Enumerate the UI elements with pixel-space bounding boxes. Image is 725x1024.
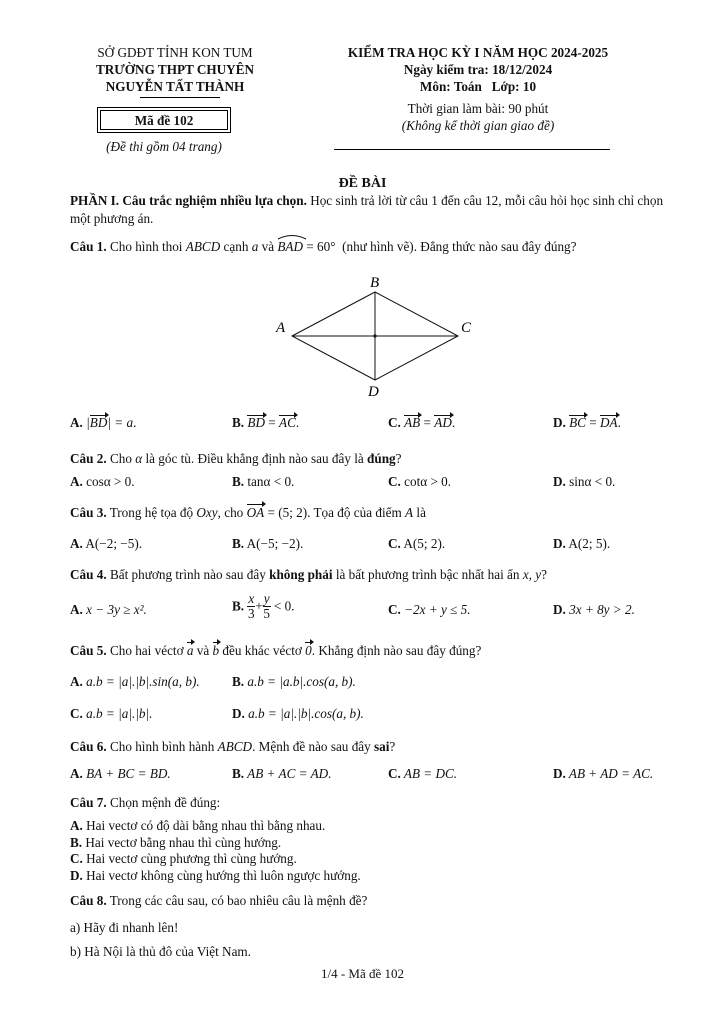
option-text: 3x + 8y > 2. [565,602,635,617]
q4-option-a[interactable] [70,602,147,618]
option-text: Hai vectơ cùng phương thì cùng hướng. [82,851,297,866]
q4-text: Bất phương trình nào sau đây [106,567,270,582]
q4-label: Câu 4. [70,567,107,582]
question-8 [70,892,680,910]
option-text: AB = DC. [400,766,458,781]
page-title: ĐỀ BÀI [338,176,387,191]
option-text: AB + AC = AD. [244,766,332,781]
option-label: C. [70,706,83,721]
q3-vector-oa: OA [246,505,265,520]
q1-angle-name: BAD [277,239,303,254]
rhombus-figure [270,272,480,402]
dept-name: SỞ GDĐT TỈNH KON TUM [97,45,253,60]
option-label: D. [70,867,83,883]
q6-option-c[interactable] [388,766,457,782]
q6-label: Câu 6. [70,739,107,754]
q8-text: Trong các câu sau, có bao nhiêu câu là mệnh đề? [106,893,368,908]
option-label: C. [388,536,401,551]
q5-label: Câu 5. [70,643,107,658]
q3-option-c[interactable] [388,536,445,552]
q1-label: Câu 1. [70,239,107,254]
q1-abcd: ABCD [185,239,221,254]
q5-text4: . Khẳng định nào sau đây đúng? [311,643,482,658]
q7-text: Chọn mệnh đề đúng: [106,795,221,810]
q3-options [70,536,680,554]
q5-option-d[interactable] [232,706,364,722]
q4-text2: là bất phương trình bậc nhất hai ẩn [332,567,523,582]
option-label: A. [70,415,83,430]
q4-option-d[interactable] [553,602,635,618]
duration: Thời gian làm bài: 90 phút [407,101,549,116]
option-label: C. [388,474,401,489]
q7-options [70,818,680,884]
part1-text: Học sinh trả lời từ câu 1 đến câu 12, mỗi câu hỏi học sinh chỉ chọn một phương án. [70,193,664,226]
option-label: D. [232,706,245,721]
q2-option-a[interactable] [70,474,135,490]
duration-note: (Không kể thời gian giao đề) [401,118,555,133]
q2-option-d[interactable] [553,474,615,490]
q4-qmark: ? [541,567,547,582]
fraction-den: 5 [263,606,270,621]
q2-qmark: ? [395,451,402,466]
q1-text-b: cạnh [220,239,252,254]
question-4 [70,566,680,584]
q4-option-b[interactable]: B. $\frac{x}{3}$ + $\frac{y}{5}$ < 0. [232,591,295,621]
exam-code: Mã đề 102 [100,110,228,130]
school-name-2: NGUYỄN TẤT THÀNH [105,79,245,94]
option-label: D. [553,536,566,551]
part1-intro [70,192,680,228]
option-label: A. [70,818,83,833]
option-label: A. [70,474,83,489]
question-3 [70,504,680,522]
q5-text2: và [193,643,213,658]
option-label: C. [70,851,83,866]
q8-label: Câu 8. [70,893,107,908]
option-label: C. [388,415,401,430]
q2-options [70,474,680,492]
q6-text: Cho hình bình hành [106,739,218,754]
option-text: a.b = |a|.|b|.cos(a, b). [244,706,364,721]
angle-hat-icon [277,233,307,240]
option-text: cosα > 0. [82,474,135,489]
q2-option-c[interactable] [388,474,451,490]
q1-option-d[interactable]: D. BC = DA. [553,415,621,430]
option-text: x − 3y ≥ x². [82,602,147,617]
q2-label: Câu 2. [70,451,107,466]
q3-oxy: Oxy [196,505,218,520]
option-text: Hai vectơ có độ dài bằng nhau thì bằng nhau. [82,818,326,833]
q1-option-a[interactable]: A. |BD| = a. [70,415,137,430]
q6-option-d[interactable] [553,766,653,782]
option-tail: < 0. [270,598,295,614]
q3-option-b[interactable] [232,536,303,552]
part1-heading: PHẦN I. Câu trắc nghiệm nhiều lựa chọn. [70,193,307,208]
option-text: AB + AD = AC. [565,766,654,781]
option-label: B. [70,834,83,850]
exam-subject: Môn: Toán Lớp: 10 [419,79,537,94]
q6-qmark: ? [389,739,396,754]
q3-label: Câu 3. [70,505,107,520]
header-left [60,44,290,95]
option-text: a.b = |a.b|.cos(a, b). [244,674,356,689]
q5-options-row1 [70,674,680,692]
option-text: A(−2; −5). [82,536,143,551]
q5-option-a[interactable] [70,674,200,690]
q7-option-b[interactable] [70,835,680,852]
q4-vars: x, y [522,567,542,582]
q7-option-c[interactable] [70,851,680,868]
q5-option-c[interactable] [70,706,152,722]
option-label: B. [232,674,245,689]
q6-abcd: ABCD [217,739,253,754]
header-divider [140,97,220,98]
q7-option-d[interactable] [70,868,680,885]
option-text: BA + BC = BD. [82,766,171,781]
option-label: B. [232,415,245,430]
q8-item: a) Hãy đi nhanh lên! [70,920,179,935]
option-text: sinα < 0. [565,474,616,489]
q2-bold: đúng [367,451,396,466]
option-text: A(−5; −2). [244,536,304,551]
q4-bold: không phải [269,567,333,582]
q4-options [70,591,680,621]
q5-text: Cho hai véctơ [106,643,187,658]
question-2 [70,450,680,468]
q1-angle-value: = 60° [303,239,336,254]
q4-option-c[interactable] [388,602,471,618]
option-label: D. [553,602,566,617]
q3-point: A [405,505,414,520]
option-text: Hai vectơ bằng nhau thì cùng hướng. [82,834,282,850]
fraction-num: x [248,591,255,606]
question-1 [70,238,680,256]
pages-note: (Đề thi gồm 04 trang) [106,139,222,154]
q1-angle [277,238,303,256]
option-text: tanα < 0. [244,474,295,489]
q7-label: Câu 7. [70,795,107,810]
option-text: cotα > 0. [400,474,452,489]
option-label: B. [232,474,245,489]
q1-a: a [251,239,259,254]
option-text: A(5; 2). [400,536,446,551]
fraction-den: 3 [248,606,255,621]
q1-text-c: và [258,239,278,254]
school-name-1: TRƯỜNG THPT CHUYÊN [95,62,255,77]
q8-items [70,916,680,964]
option-label: B. [232,536,245,551]
page-footer: 1/4 - Mã đề 102 [320,966,405,981]
q3-text: Trong hệ tọa độ [106,505,197,520]
question-5 [70,642,680,660]
exam-title: KIỂM TRA HỌC KỲ I NĂM HỌC 2024-2025 [347,45,609,60]
q6-text2: . Mệnh đề nào sau đây [252,739,375,754]
q1-option-b[interactable]: B. BD = AC. [232,415,300,430]
q5-vector-b: b [212,643,220,658]
option-label: D. [553,415,566,430]
q8-item: b) Hà Nội là thủ đô của Việt Nam. [70,944,251,959]
vertex-a-label: A [276,320,286,336]
option-label: A. [70,766,83,781]
q3-text3: = (5; 2). Tọa độ của điểm [264,505,406,520]
q3-text4: là [413,505,426,520]
option-text: a.b = |a|.|b|.sin(a, b). [82,674,200,689]
option-label: A. [70,602,83,617]
option-text: A(2; 5). [565,536,611,551]
fraction-y5 [263,592,271,621]
exam-date: Ngày kiểm tra: 18/12/2024 [403,62,553,77]
header-right [318,44,638,134]
q2-alpha: α [135,451,143,466]
q1-text: Cho hình thoi [106,239,186,254]
option-label: C. [388,766,401,781]
q2-option-b[interactable] [232,474,294,490]
q6-bold: sai [374,739,390,754]
vertex-b-label: B [370,275,380,291]
q1-text-d: (như hình vẽ). Đẳng thức nào sau đây đúng? [335,239,577,254]
q3-option-d[interactable] [553,536,610,552]
fraction-num: y [263,591,270,606]
q5-options-row2 [70,706,680,724]
option-label: A. [70,536,83,551]
option-text: −2x + y ≤ 5. [400,602,471,617]
q3-option-a[interactable] [70,536,142,552]
option-label: D. [553,766,566,781]
question-7 [70,794,680,812]
q6-option-a[interactable] [70,766,171,782]
question-6 [70,738,680,756]
q5-vector-a: a [186,643,194,658]
option-label: B. [232,766,245,781]
exam-code-box [97,107,231,133]
header-right-line [334,149,610,150]
vertex-c-label: C [461,320,472,336]
option-text: Hai vectơ không cùng hướng thì luôn ngược hướng. [82,867,361,883]
q3-text2: , cho [217,505,247,520]
option-label: A. [70,674,83,689]
vertex-d-label: D [368,384,379,400]
option-label: C. [388,602,401,617]
q5-option-b[interactable] [232,674,356,690]
option-label: B. [232,598,245,614]
q5-text3: đều khác véctơ [219,643,306,658]
q2-text: Cho [106,451,136,466]
q1-option-c[interactable]: C. AB = AD. [388,415,456,430]
q7-option-a[interactable] [70,818,680,835]
option-text: a.b = |a|.|b|. [82,706,153,721]
q6-option-b[interactable] [232,766,332,782]
q1-options [70,415,680,433]
q6-options [70,766,680,784]
option-label: D. [553,474,566,489]
q5-vector-0: 0 [305,643,312,658]
q2-text2: là góc tù. Điều khẳng định nào sau đây là [142,451,368,466]
